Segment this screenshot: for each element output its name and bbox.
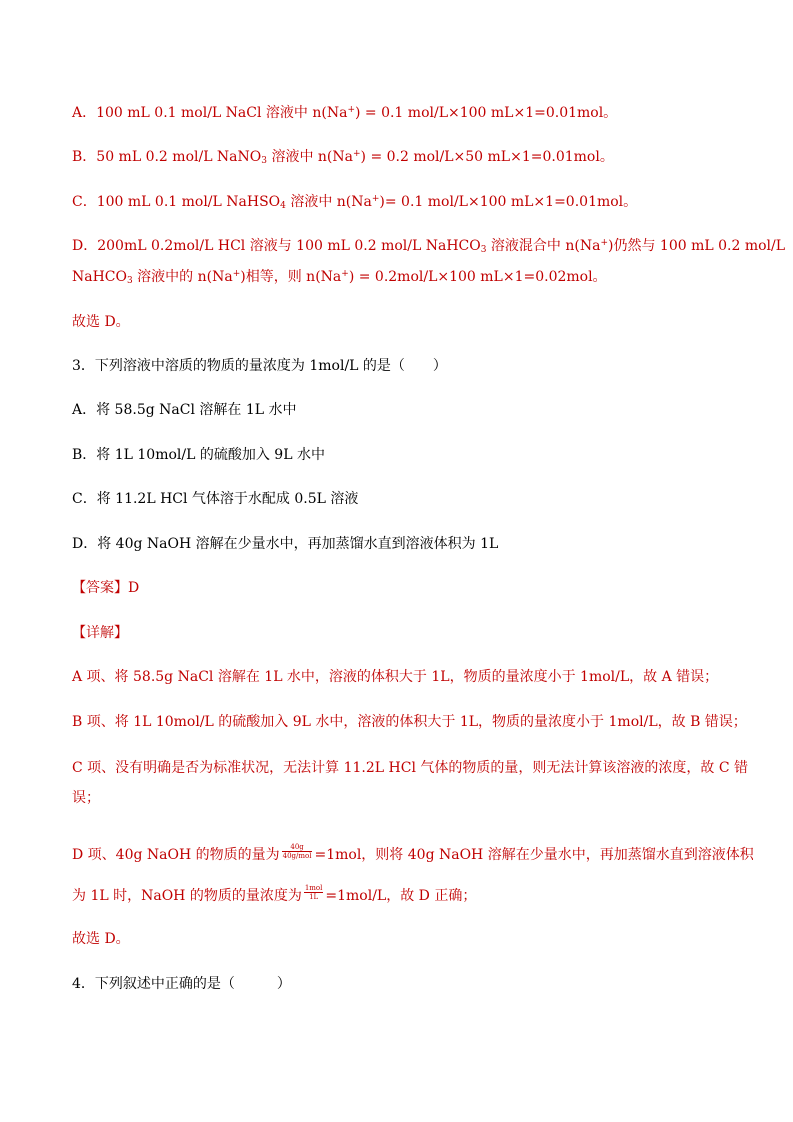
- question-3-detail-label: 【详解】: [72, 625, 128, 641]
- text: )仍然与 100 mL 0.2 mol/L: [608, 238, 786, 254]
- text: 溶液中 n(Na: [285, 194, 372, 210]
- question-3-detail-c-line2: 误；: [72, 790, 100, 806]
- question-3-detail-a: A 项、将 58.5g NaCl 溶解在 1L 水中，溶液的体积大于 1L，物质的量浓度小于 1mol/L，故 A 错误；: [72, 669, 719, 685]
- superscript: +: [347, 105, 355, 115]
- subscript: 3: [480, 245, 487, 255]
- superscript: +: [371, 194, 380, 204]
- text: B．50 mL 0.2 mol/L NaNO: [72, 149, 262, 165]
- prev-explain-option-d-line1: [72, 237, 786, 255]
- superscript: +: [341, 269, 349, 279]
- prev-explain-option-d-line2: [72, 268, 732, 286]
- question-3-detail-b: B 项、将 1L 10mol/L 的硫酸加入 9L 水中，溶液的体积大于 1L，物质的量浓度小于 1mol/L，故 B 错误；: [72, 714, 747, 730]
- fraction-numerator: 1mol: [304, 883, 323, 892]
- text: ) = 0.2mol/L×100 mL×1=0.02mol。: [348, 269, 607, 285]
- text: ) = 0.2 mol/L×50 mL×1=0.01mol。: [360, 149, 614, 165]
- fraction-numerator: 40g: [282, 843, 313, 852]
- question-3-stem: 3．下列溶液中溶质的物质的量浓度为 1mol/L 的是（ ）: [72, 358, 447, 374]
- fraction-denominator: 40g/mol: [282, 851, 312, 860]
- text: 溶液中 n(Na: [267, 149, 353, 165]
- text: C．100 mL 0.1 mol/L NaHSO: [72, 194, 281, 210]
- fraction: [282, 843, 313, 860]
- question-3-option-a: A．将 58.5g NaCl 溶解在 1L 水中: [72, 402, 297, 418]
- subscript: 3: [261, 156, 267, 166]
- text: 溶液混合中 n(Na: [486, 238, 601, 254]
- subscript: 3: [127, 276, 133, 286]
- question-3-conclusion: 故选 D。: [72, 931, 130, 947]
- prev-explain-conclusion: 故选 D。: [72, 314, 130, 330]
- text: ) = 0.1 mol/L×100 mL×1=0.01mol。: [354, 105, 618, 121]
- text: =1mol，则将 40g NaOH 溶解在少量水中，再加蒸馏水直到溶液体积: [314, 847, 754, 863]
- prev-explain-option-c: [72, 193, 732, 211]
- text: =1mol/L，故 D 正确；: [325, 888, 477, 904]
- question-3-option-c: C．将 11.2L HCl 气体溶于水配成 0.5L 溶液: [72, 491, 359, 507]
- text: D 项、40g NaOH 的物质的量为: [72, 847, 280, 863]
- question-3-detail-d-line2: [72, 883, 732, 905]
- text: )= 0.1 mol/L×100 mL×1=0.01mol。: [379, 194, 638, 210]
- text: 为 1L 时，NaOH 的物质的量浓度为: [72, 888, 302, 904]
- prev-explain-option-a: [72, 104, 732, 122]
- superscript: +: [232, 269, 241, 279]
- text: A．100 mL 0.1 mol/L NaCl 溶液中 n(Na: [72, 105, 348, 121]
- text: )相等，则 n(Na: [240, 269, 342, 285]
- answer-label: 【答案】: [72, 580, 128, 596]
- question-3-option-b: B．将 1L 10mol/L 的硫酸加入 9L 水中: [72, 447, 325, 463]
- question-3-detail-c-line1: C 项、没有明确是否为标准状况，无法计算 11.2L HCl 气体的物质的量，则无法计算该溶液的浓度，故 C 错: [72, 760, 748, 776]
- question-3-option-d: D．将 40g NaOH 溶解在少量水中，再加蒸馏水直到溶液体积为 1L: [72, 536, 499, 552]
- text: D．200mL 0.2mol/L HCl 溶液与 100 mL 0.2 mol/L NaHCO: [72, 238, 481, 254]
- question-3-detail-d-line1: [72, 842, 754, 864]
- subscript: 4: [280, 201, 286, 211]
- superscript: +: [600, 238, 608, 248]
- prev-explain-option-b: [72, 148, 732, 166]
- question-4-stem: 4．下列叙述中正确的是（ ）: [72, 976, 291, 992]
- question-3-answer: [72, 579, 732, 597]
- text: NaHCO: [72, 269, 127, 285]
- fraction-denominator: 1L: [309, 892, 319, 901]
- fraction: [304, 884, 324, 901]
- superscript: +: [352, 149, 361, 159]
- text: 溶液中的 n(Na: [132, 269, 233, 285]
- answer-value: D: [128, 580, 140, 596]
